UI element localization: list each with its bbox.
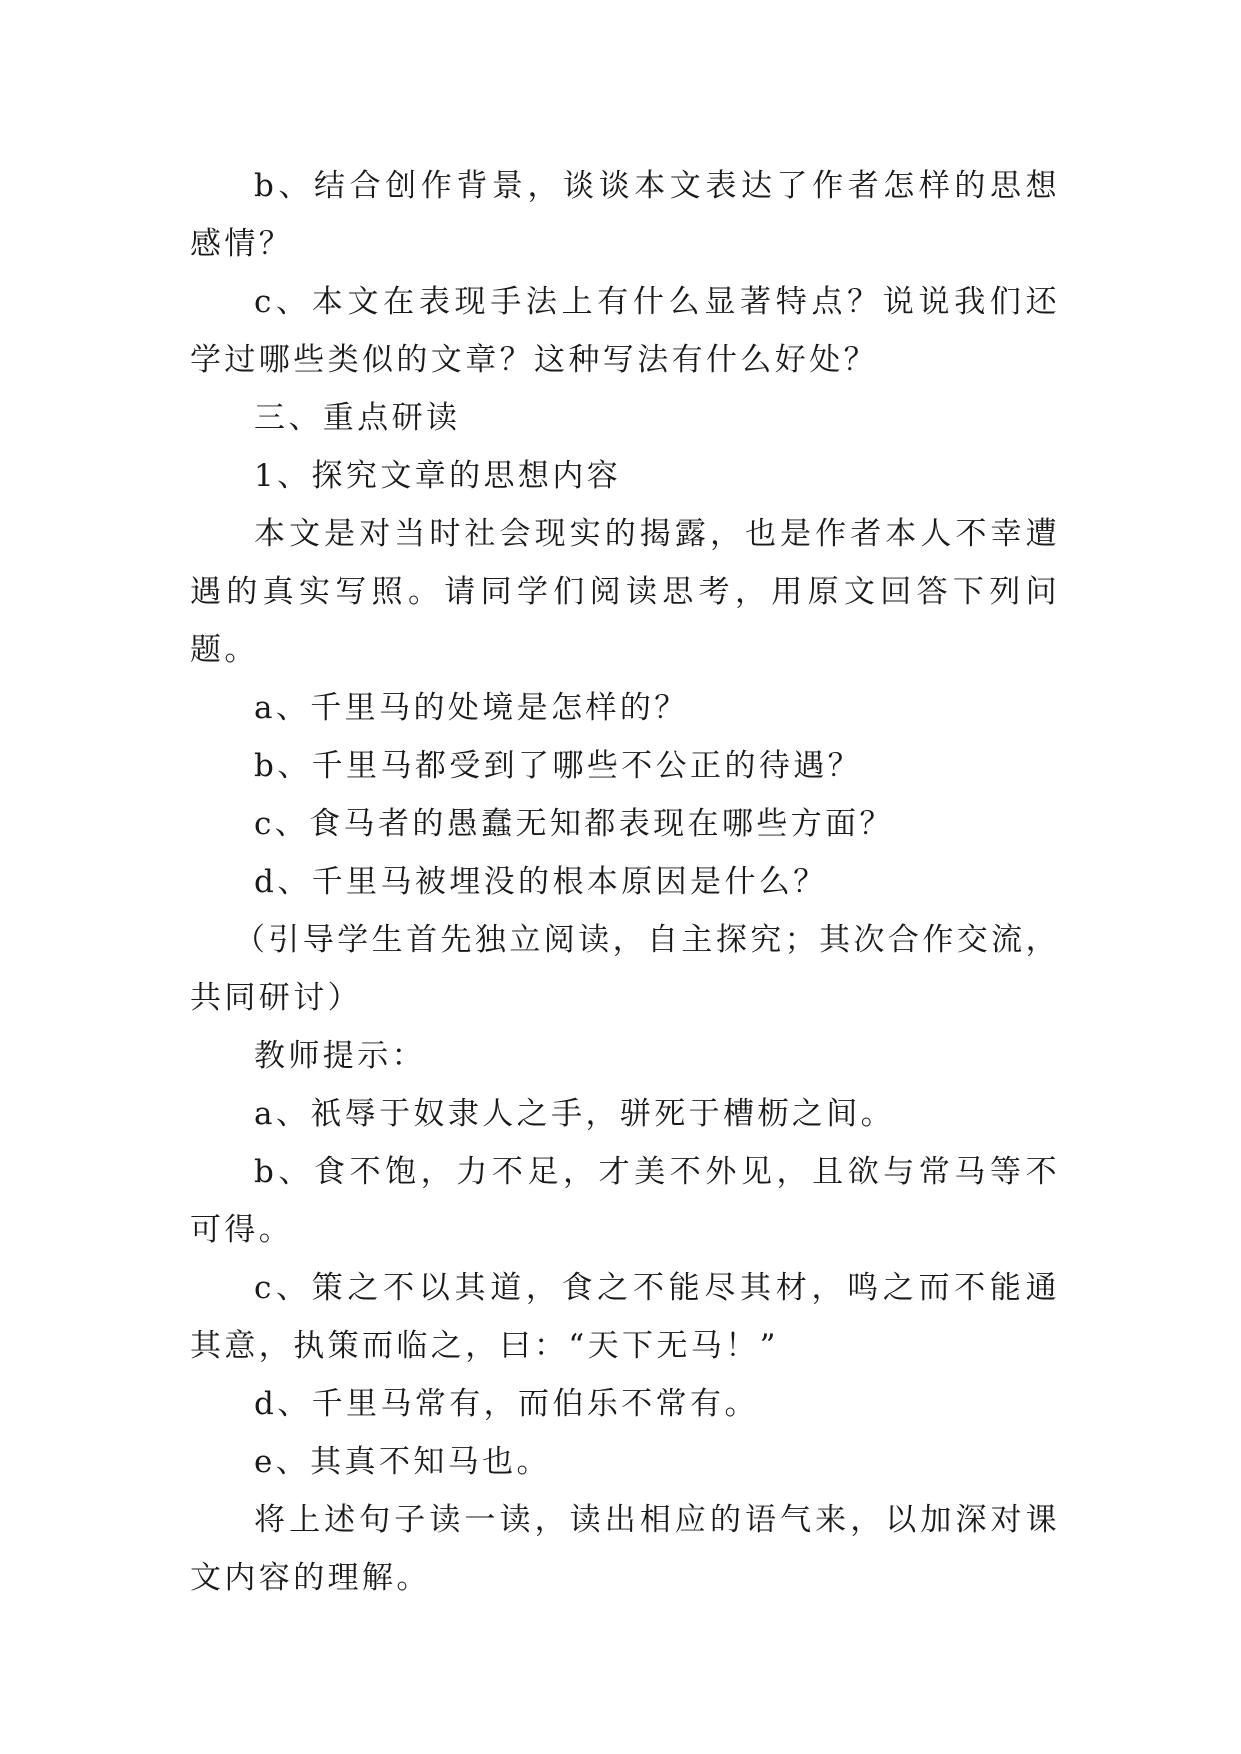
tip-e: e、其真不知马也。: [254, 1444, 551, 1480]
tip-a: a、祇辱于奴隶人之手，骈死于槽枥之间。: [254, 1096, 896, 1132]
paragraph-intro: 本文是对当时社会现实的揭露，也是作者本人不幸遭遇的真实写照。请同学们阅读思考，用原文回答下列问题。: [190, 516, 1060, 668]
section-heading-focus-reading: 三、重点研读: [254, 400, 461, 436]
paragraph-question-c: c、本文在表现手法上有什么显著特点？说说我们还学过哪些类似的文章？这种写法有什么好处？: [190, 284, 1060, 378]
subsection-heading-1: 1、探究文章的思想内容: [254, 458, 622, 494]
tip-d: d、千里马常有，而伯乐不常有。: [254, 1386, 759, 1422]
paragraph-question-b: b、结合创作背景，谈谈本文表达了作者怎样的思想感情？: [190, 168, 1060, 262]
question-d: d、千里马被埋没的根本原因是什么？: [254, 864, 828, 900]
question-b: b、千里马都受到了哪些不公正的待遇？: [254, 748, 863, 784]
tip-b: b、食不饱，力不足，才美不外见，且欲与常马等不可得。: [190, 1154, 1060, 1248]
teacher-tips-heading: 教师提示：: [254, 1038, 426, 1074]
paragraph-reading-instruction: 将上述句子读一读，读出相应的语气来，以加深对课文内容的理解。: [190, 1502, 1060, 1596]
document-body: [190, 157, 1060, 1607]
tip-c: c、策之不以其道，食之不能尽其材，鸣之而不能通其意，执策而临之，曰：“天下无马！”: [190, 1270, 1060, 1364]
question-a: a、千里马的处境是怎样的？: [254, 690, 689, 726]
paragraph-guidance-note: （引导学生首先独立阅读，自主探究；其次合作交流，共同研讨）: [190, 922, 1060, 1016]
question-c: c、食马者的愚蠢无知都表现在哪些方面？: [254, 806, 894, 842]
